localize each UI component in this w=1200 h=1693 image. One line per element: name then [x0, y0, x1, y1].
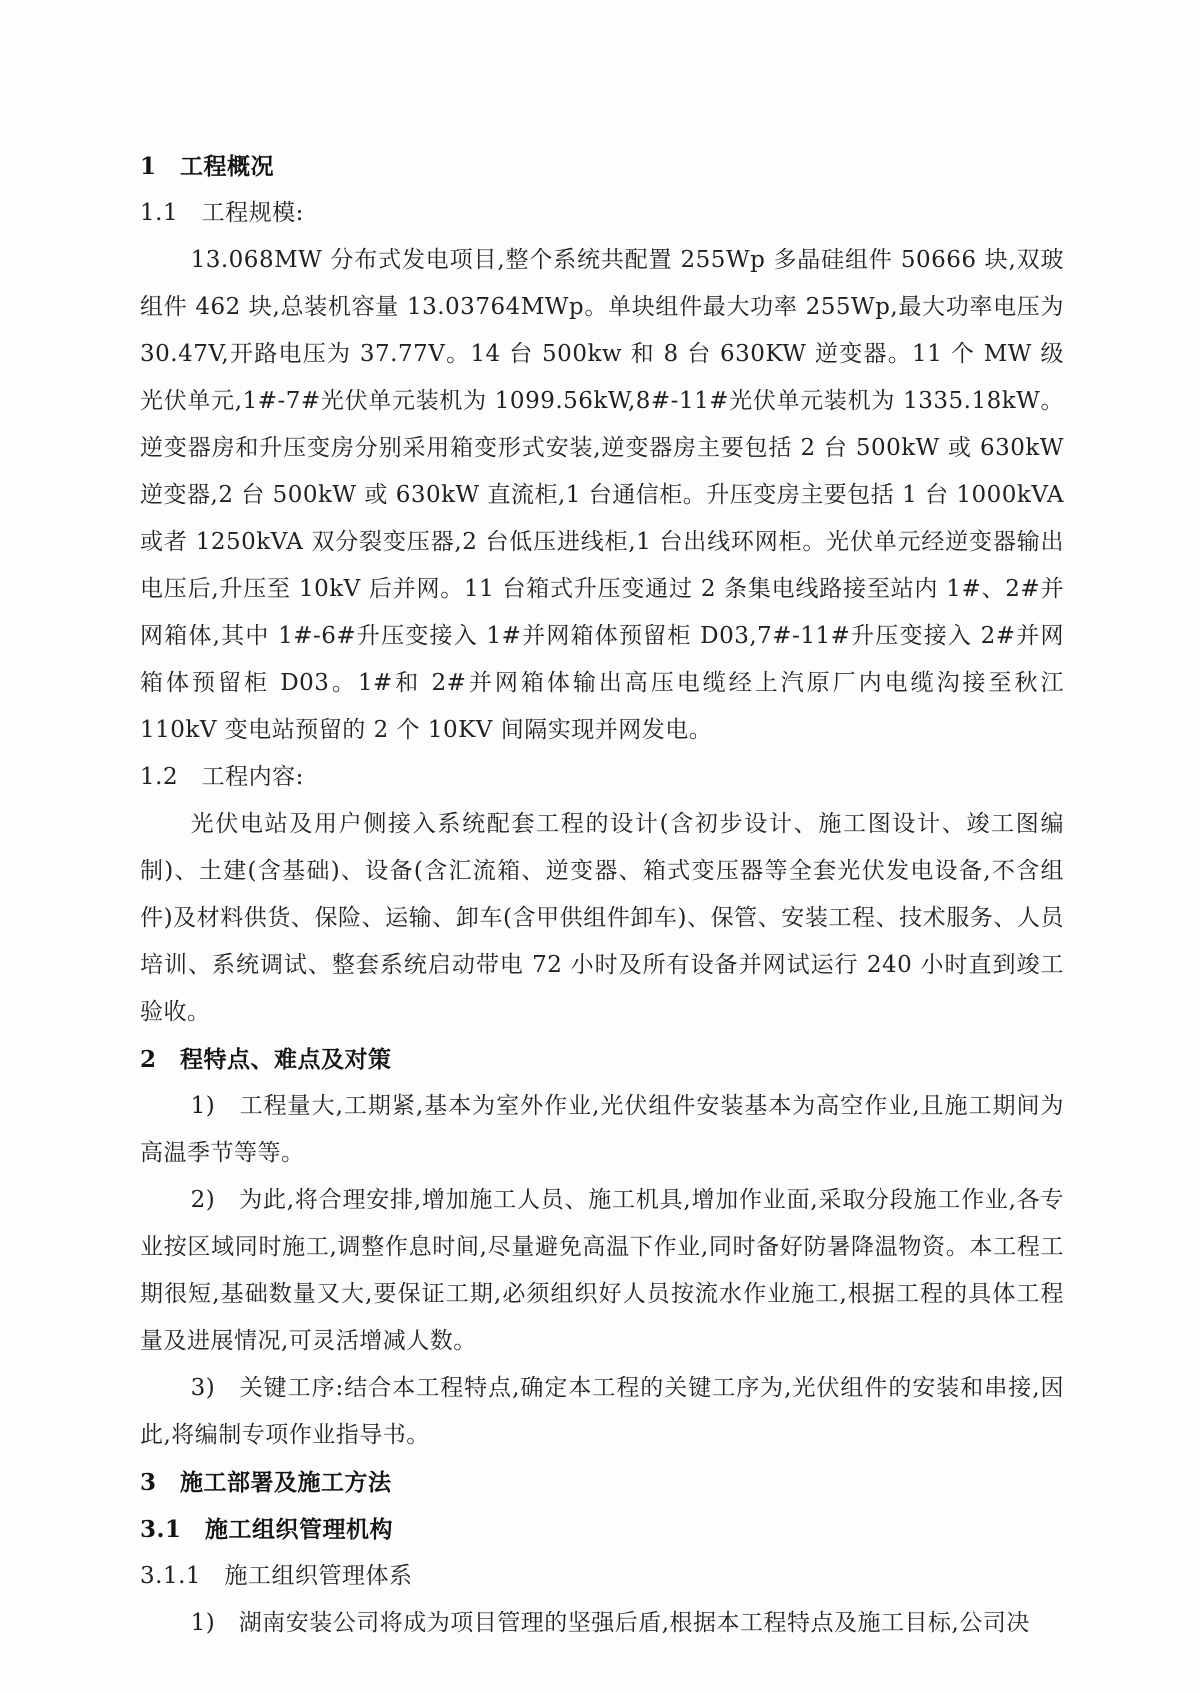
para-project-content: 光伏电站及用户侧接入系统配套工程的设计(含初步设计、施工图设计、竣工图编制)、土建(含基础)、设备(含汇流箱、逆变器、箱式变压器等全套光伏发电设备,不含组件)及材料供货、保险、运输、卸车(含甲供组件卸车)、保管、安装工程、技术服务、人员培训、系统调试、整套系统启动带电 72 小时及所有设备并网试运行 240 小时直到竣工验收。 — [140, 811, 1064, 1025]
para-feature-point-2: 2) 为此,将合理安排,增加施工人员、施工机具,增加作业面,采取分段施工作业,各专业按区域同时施工,调整作息时间,尽量避免高温下作业,同时备好防暑降温物资。本工程工期很短,基础数量又大,要保证工期,必须组织好人员按流水作业施工,根据工程的具体工程量及进展情况,可灵活增减人数。 — [140, 1187, 1064, 1354]
para-project-scale: 13.068MW 分布式发电项目,整个系统共配置 255Wp 多晶硅组件 50666 块,双玻组件 462 块,总装机容量 13.03764MWp。单块组件最大功率 255Wp,最大功率电压为 30.47V,开路电压为 37.77V。14 台 500kw 和 8 台 630KW 逆变器。11 个 MW 级光伏单元,1#-7#光伏单元装机为 1099.56kW,8#-11#光伏单元装机为 1335.18kW。逆变器房和升压变房分别采用箱变形式安装,逆变器房主要包括 2 台 500kW 或 630kW 逆变器,2 台 500kW 或 630kW 直流柜,1 台通信柜。升压变房主要包括 1 台 1000kVA 或者 1250kVA 双分裂变压器,2 台低压进线柜,1 台出线环网柜。光伏单元经逆变器输出电压后,升压至 10kV 后并网。11 台箱式升压变通过 2 条集电线路接至站内 1#、2#并网箱体,其中 1#-6#升压变接入 1#并网箱体预留柜 D03,7#-11#升压变接入 2#并网箱体预留柜 D03。1#和 2#并网箱体输出高压电缆经上汽原厂内电缆沟接至秋江 110kV 变电站预留的 2 个 10KV 间隔实现并网发电。 — [140, 247, 1064, 743]
section-1-heading: 1 工程概况 — [140, 153, 275, 180]
section-1-1-heading: 1.1 工程规模: — [140, 200, 304, 226]
section-1-2-heading: 1.2 工程内容: — [140, 764, 304, 790]
para-feature-point-1: 1) 工程量大,工期紧,基本为室外作业,光伏组件安装基本为高空作业,且施工期间为高温季节等等。 — [140, 1093, 1064, 1166]
para-section-3-item-1: 1) 湖南安装公司将成为项目管理的坚强后盾,根据本工程特点及施工目标,公司决 — [190, 1610, 1030, 1636]
section-3-heading: 3 施工部署及施工方法 — [140, 1469, 392, 1496]
section-2-heading: 2 程特点、难点及对策 — [140, 1046, 392, 1073]
section-3-1-1-heading: 3.1.1 施工组织管理体系 — [140, 1563, 413, 1589]
para-feature-point-3: 3) 关键工序:结合本工程特点,确定本工程的关键工序为,光伏组件的安装和串接,因此,将编制专项作业指导书。 — [140, 1375, 1064, 1448]
section-3-1-heading: 3.1 施工组织管理机构 — [140, 1516, 394, 1543]
